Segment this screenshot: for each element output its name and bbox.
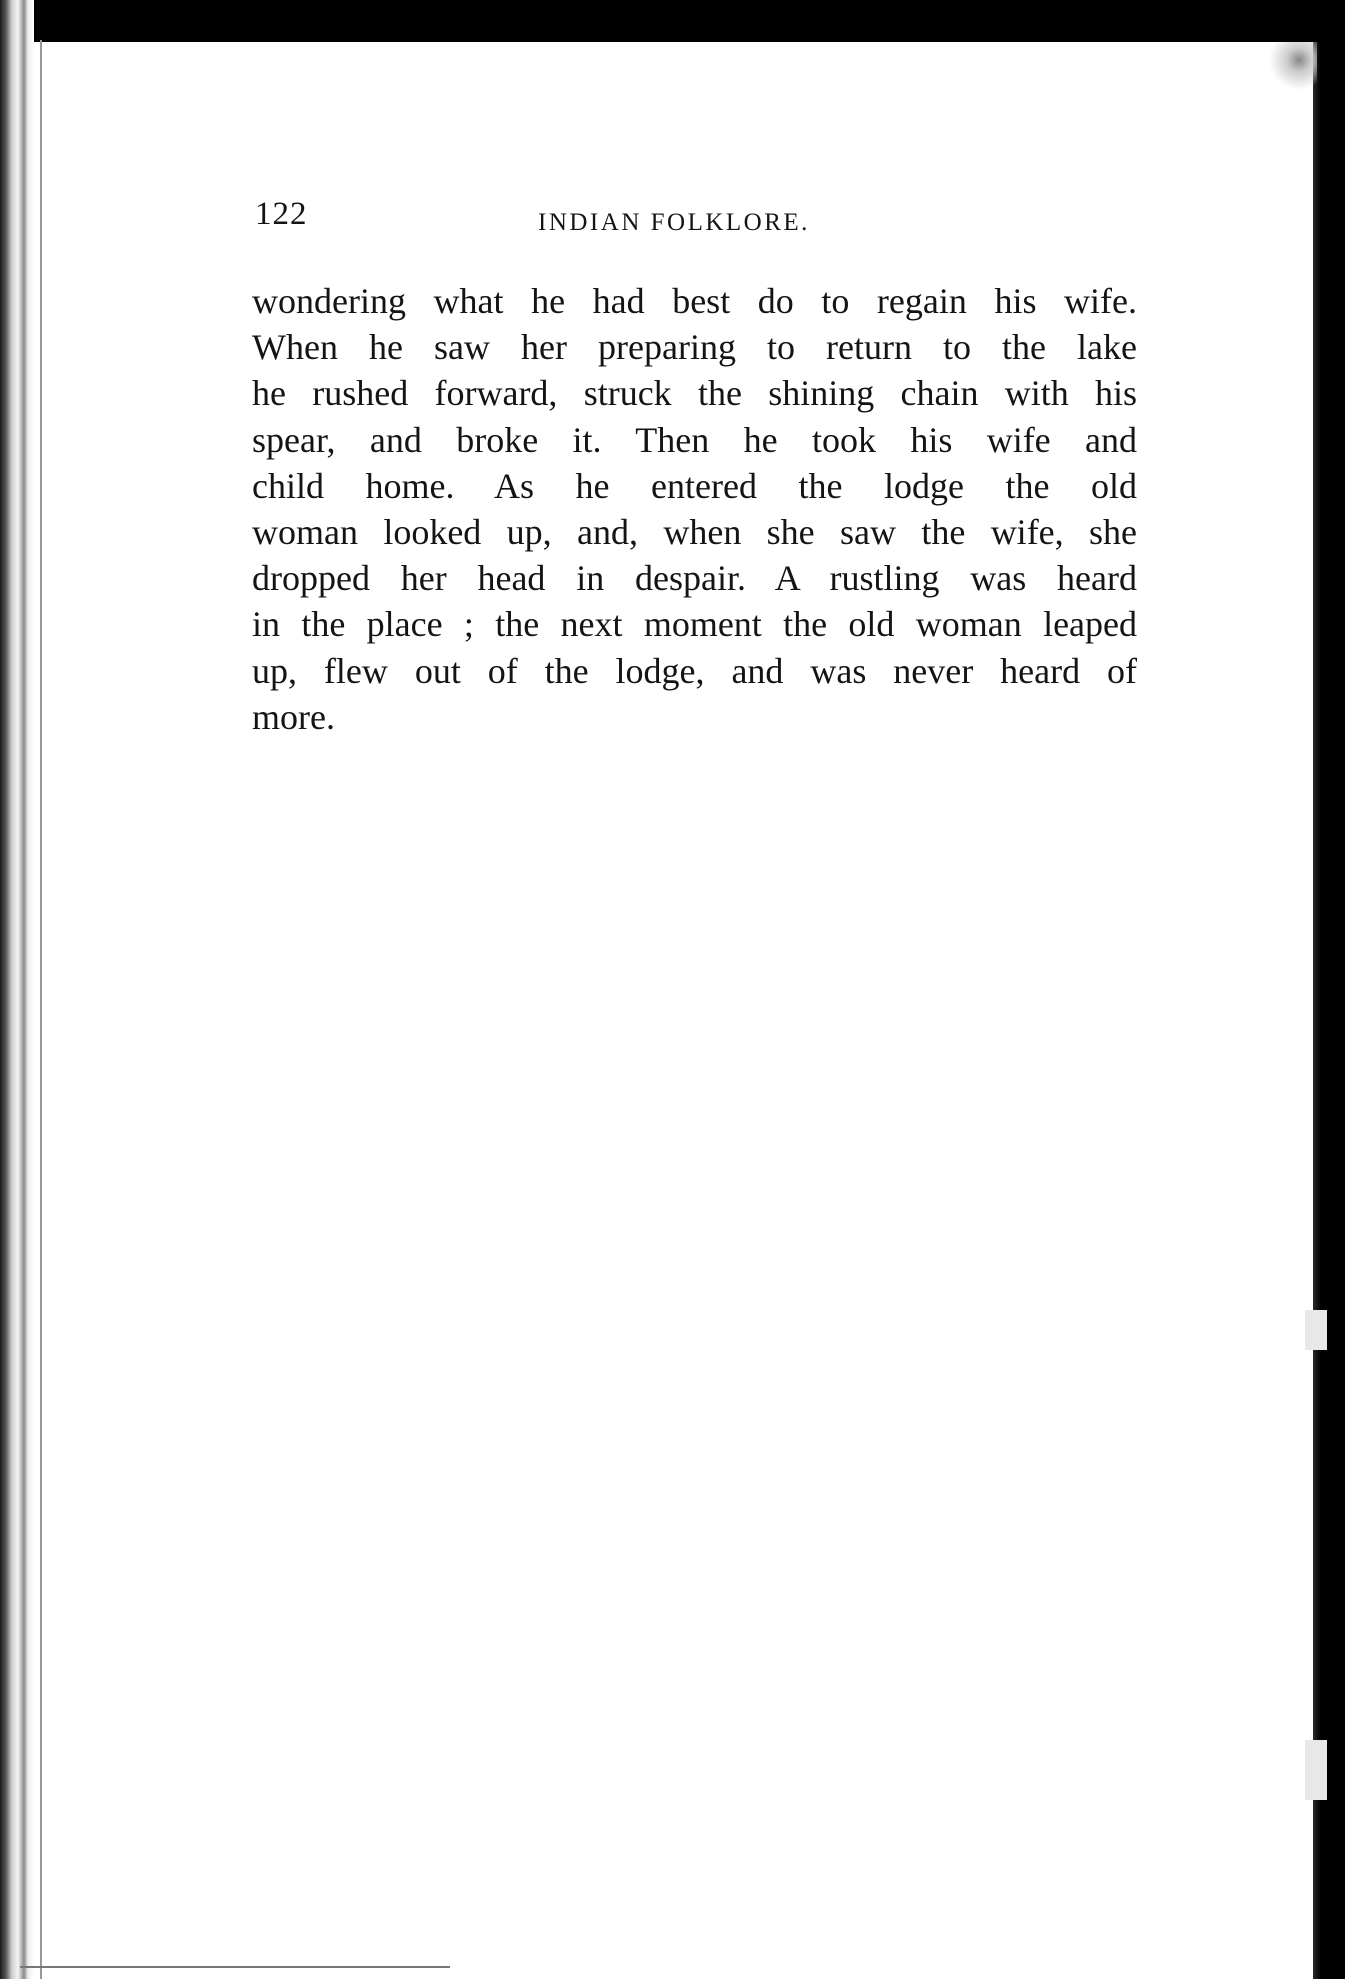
text-line: wondering what he had best do to regain his wife. bbox=[252, 281, 1137, 321]
text-line: dropped her head in despair. A rustling was heard bbox=[252, 558, 1137, 599]
text-line: spear, and broke it. Then he took his wife and bbox=[252, 419, 1137, 460]
running-head: INDIAN FOLKLORE. bbox=[538, 209, 810, 236]
page-header bbox=[255, 196, 1135, 246]
text-line: he rushed forward, struck the shining chain with his bbox=[252, 373, 1137, 414]
text-line: child home. As he entered the lodge the old bbox=[252, 465, 1137, 506]
text-line: in the place ; the next moment the old woman leaped bbox=[252, 604, 1137, 645]
text-line: When he saw her preparing to return to the lake bbox=[252, 327, 1137, 368]
body-text bbox=[252, 278, 1137, 740]
page-number: 122 bbox=[255, 196, 308, 232]
text-line: woman looked up, and, when she saw the wife, she bbox=[252, 512, 1137, 553]
text-line: up, flew out of the lodge, and was never heard of bbox=[252, 650, 1137, 691]
text-line: more. bbox=[252, 696, 335, 737]
